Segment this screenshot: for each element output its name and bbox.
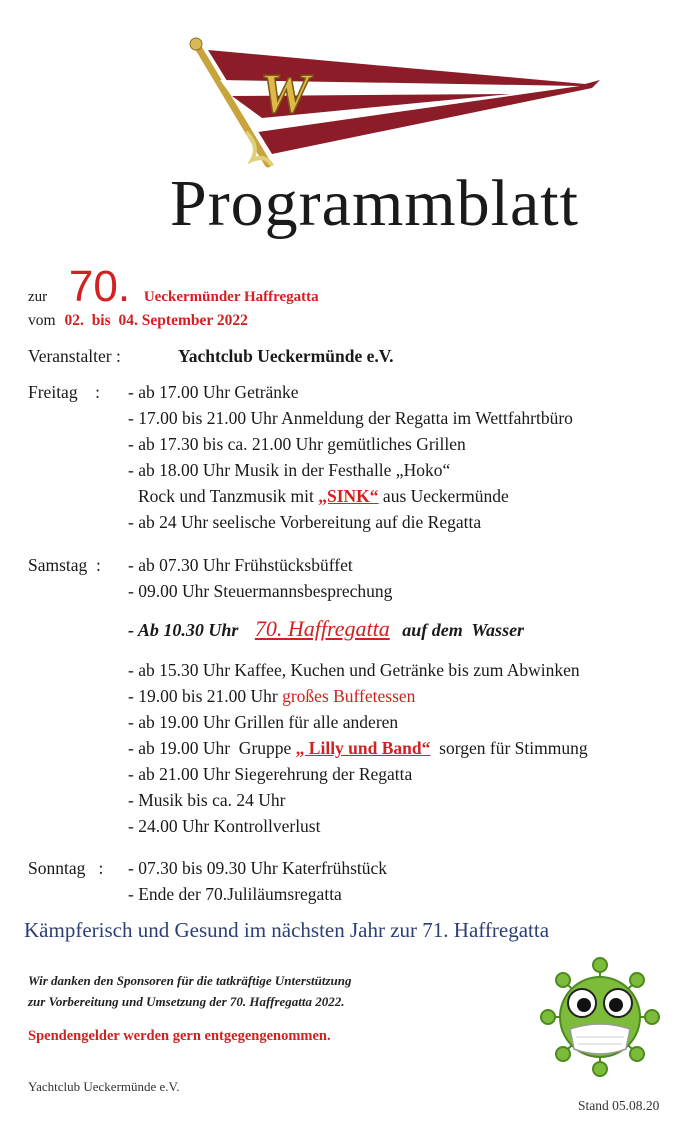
saturday-item: - ab 15.30 Uhr Kaffee, Kuchen und Getränke bis zum Abwinken bbox=[128, 660, 580, 680]
friday-music-line bbox=[128, 483, 573, 509]
buffet-prefix: - 19.00 bis 21.00 Uhr bbox=[128, 686, 283, 706]
band-suffix: sorgen für Stimmung bbox=[430, 738, 588, 758]
friday-item: - ab 24 Uhr seelische Vorbereitung auf die Regatta bbox=[128, 512, 482, 532]
band-lilly: „ Lilly und Band“ bbox=[295, 738, 431, 758]
date-vom: vom bbox=[28, 312, 56, 329]
saturday-item: - ab 07.30 Uhr Frühstücksbüffet bbox=[128, 555, 353, 575]
friday-list bbox=[128, 379, 573, 535]
race-line bbox=[128, 616, 524, 642]
sunday-list bbox=[128, 855, 387, 907]
saturday-item: - ab 19.00 Uhr Grillen für alle anderen bbox=[128, 712, 399, 732]
race-name: 70. Haffregatta bbox=[254, 616, 390, 641]
band-prefix: - ab 19.00 Uhr Gruppe bbox=[128, 738, 296, 758]
race-prefix: - Ab 10.30 Uhr bbox=[128, 620, 239, 640]
band-sink: „SINK“ bbox=[318, 486, 379, 506]
date-from: 02. bbox=[64, 312, 84, 329]
saturday-band-line bbox=[128, 735, 588, 761]
date-to: 04. September 2022 bbox=[118, 312, 248, 329]
thanks-line: Wir danken den Sponsoren für die tatkräftige Unterstützung bbox=[28, 973, 352, 988]
sunday-item: - Ende der 70.Juliläumsregatta bbox=[128, 884, 342, 904]
music-prefix: Rock und Tanzmusik mit bbox=[138, 486, 319, 506]
flag-letter: W bbox=[260, 63, 310, 125]
face-mask bbox=[570, 1024, 630, 1054]
page-title: Programmblatt bbox=[170, 167, 579, 240]
organizer-name: Yachtclub Ueckermünde e.V. bbox=[178, 346, 394, 366]
saturday-item: - 24.00 Uhr Kontrollverlust bbox=[128, 816, 321, 836]
date-bis: bis bbox=[91, 312, 111, 329]
regatta-flag-logo bbox=[180, 36, 600, 174]
saturday-list-top bbox=[128, 552, 392, 604]
friday-label: Freitag : bbox=[28, 382, 100, 402]
saturday-label: Samstag : bbox=[28, 555, 101, 575]
sunday-label: Sonntag : bbox=[28, 858, 104, 878]
friday-item: - ab 17.30 bis ca. 21.00 Uhr gemütliches Grillen bbox=[128, 434, 466, 454]
sunday-item: - 07.30 bis 09.30 Uhr Katerfrühstück bbox=[128, 858, 388, 878]
slogan: Kämpferisch und Gesund im nächsten Jahr zur 71. Haffregatta bbox=[24, 918, 550, 942]
race-suffix: auf dem Wasser bbox=[402, 620, 525, 640]
event-name: Ueckermünder Haffregatta bbox=[143, 289, 319, 305]
sponsor-thanks bbox=[28, 970, 352, 1012]
thanks-line: zur Vorbereitung und Umsetzung der 70. Haffregatta 2022. bbox=[28, 994, 345, 1009]
virus-mascot-icon bbox=[538, 955, 662, 1079]
saturday-item: - ab 21.00 Uhr Siegerehrung der Regatta bbox=[128, 764, 413, 784]
date-line bbox=[28, 312, 248, 330]
saturday-item: - Musik bis ca. 24 Uhr bbox=[128, 790, 286, 810]
friday-item: - 17.00 bis 21.00 Uhr Anmeldung der Regatta im Wettfahrtbüro bbox=[128, 408, 573, 428]
friday-item: - ab 18.00 Uhr Musik in der Festhalle „Hoko“ bbox=[128, 460, 451, 480]
friday-item: - ab 17.00 Uhr Getränke bbox=[128, 382, 299, 402]
buffet-text: großes Buffetessen bbox=[282, 686, 416, 706]
intro-line bbox=[28, 262, 319, 312]
footer-stand: Stand 05.08.20 bbox=[578, 1098, 660, 1113]
footer-club: Yachtclub Ueckermünde e.V. bbox=[28, 1079, 180, 1094]
edition-number: 70. bbox=[68, 262, 131, 311]
organizer-label: Veranstalter : bbox=[28, 346, 121, 366]
intro-zur: zur bbox=[28, 289, 48, 305]
music-suffix: aus Ueckermünde bbox=[378, 486, 509, 506]
donations-note: Spendengelder werden gern entgegengenommen. bbox=[28, 1028, 331, 1044]
saturday-buffet-line bbox=[128, 683, 588, 709]
saturday-item: - 09.00 Uhr Steuermannsbesprechung bbox=[128, 581, 393, 601]
saturday-list-bottom bbox=[128, 657, 588, 839]
